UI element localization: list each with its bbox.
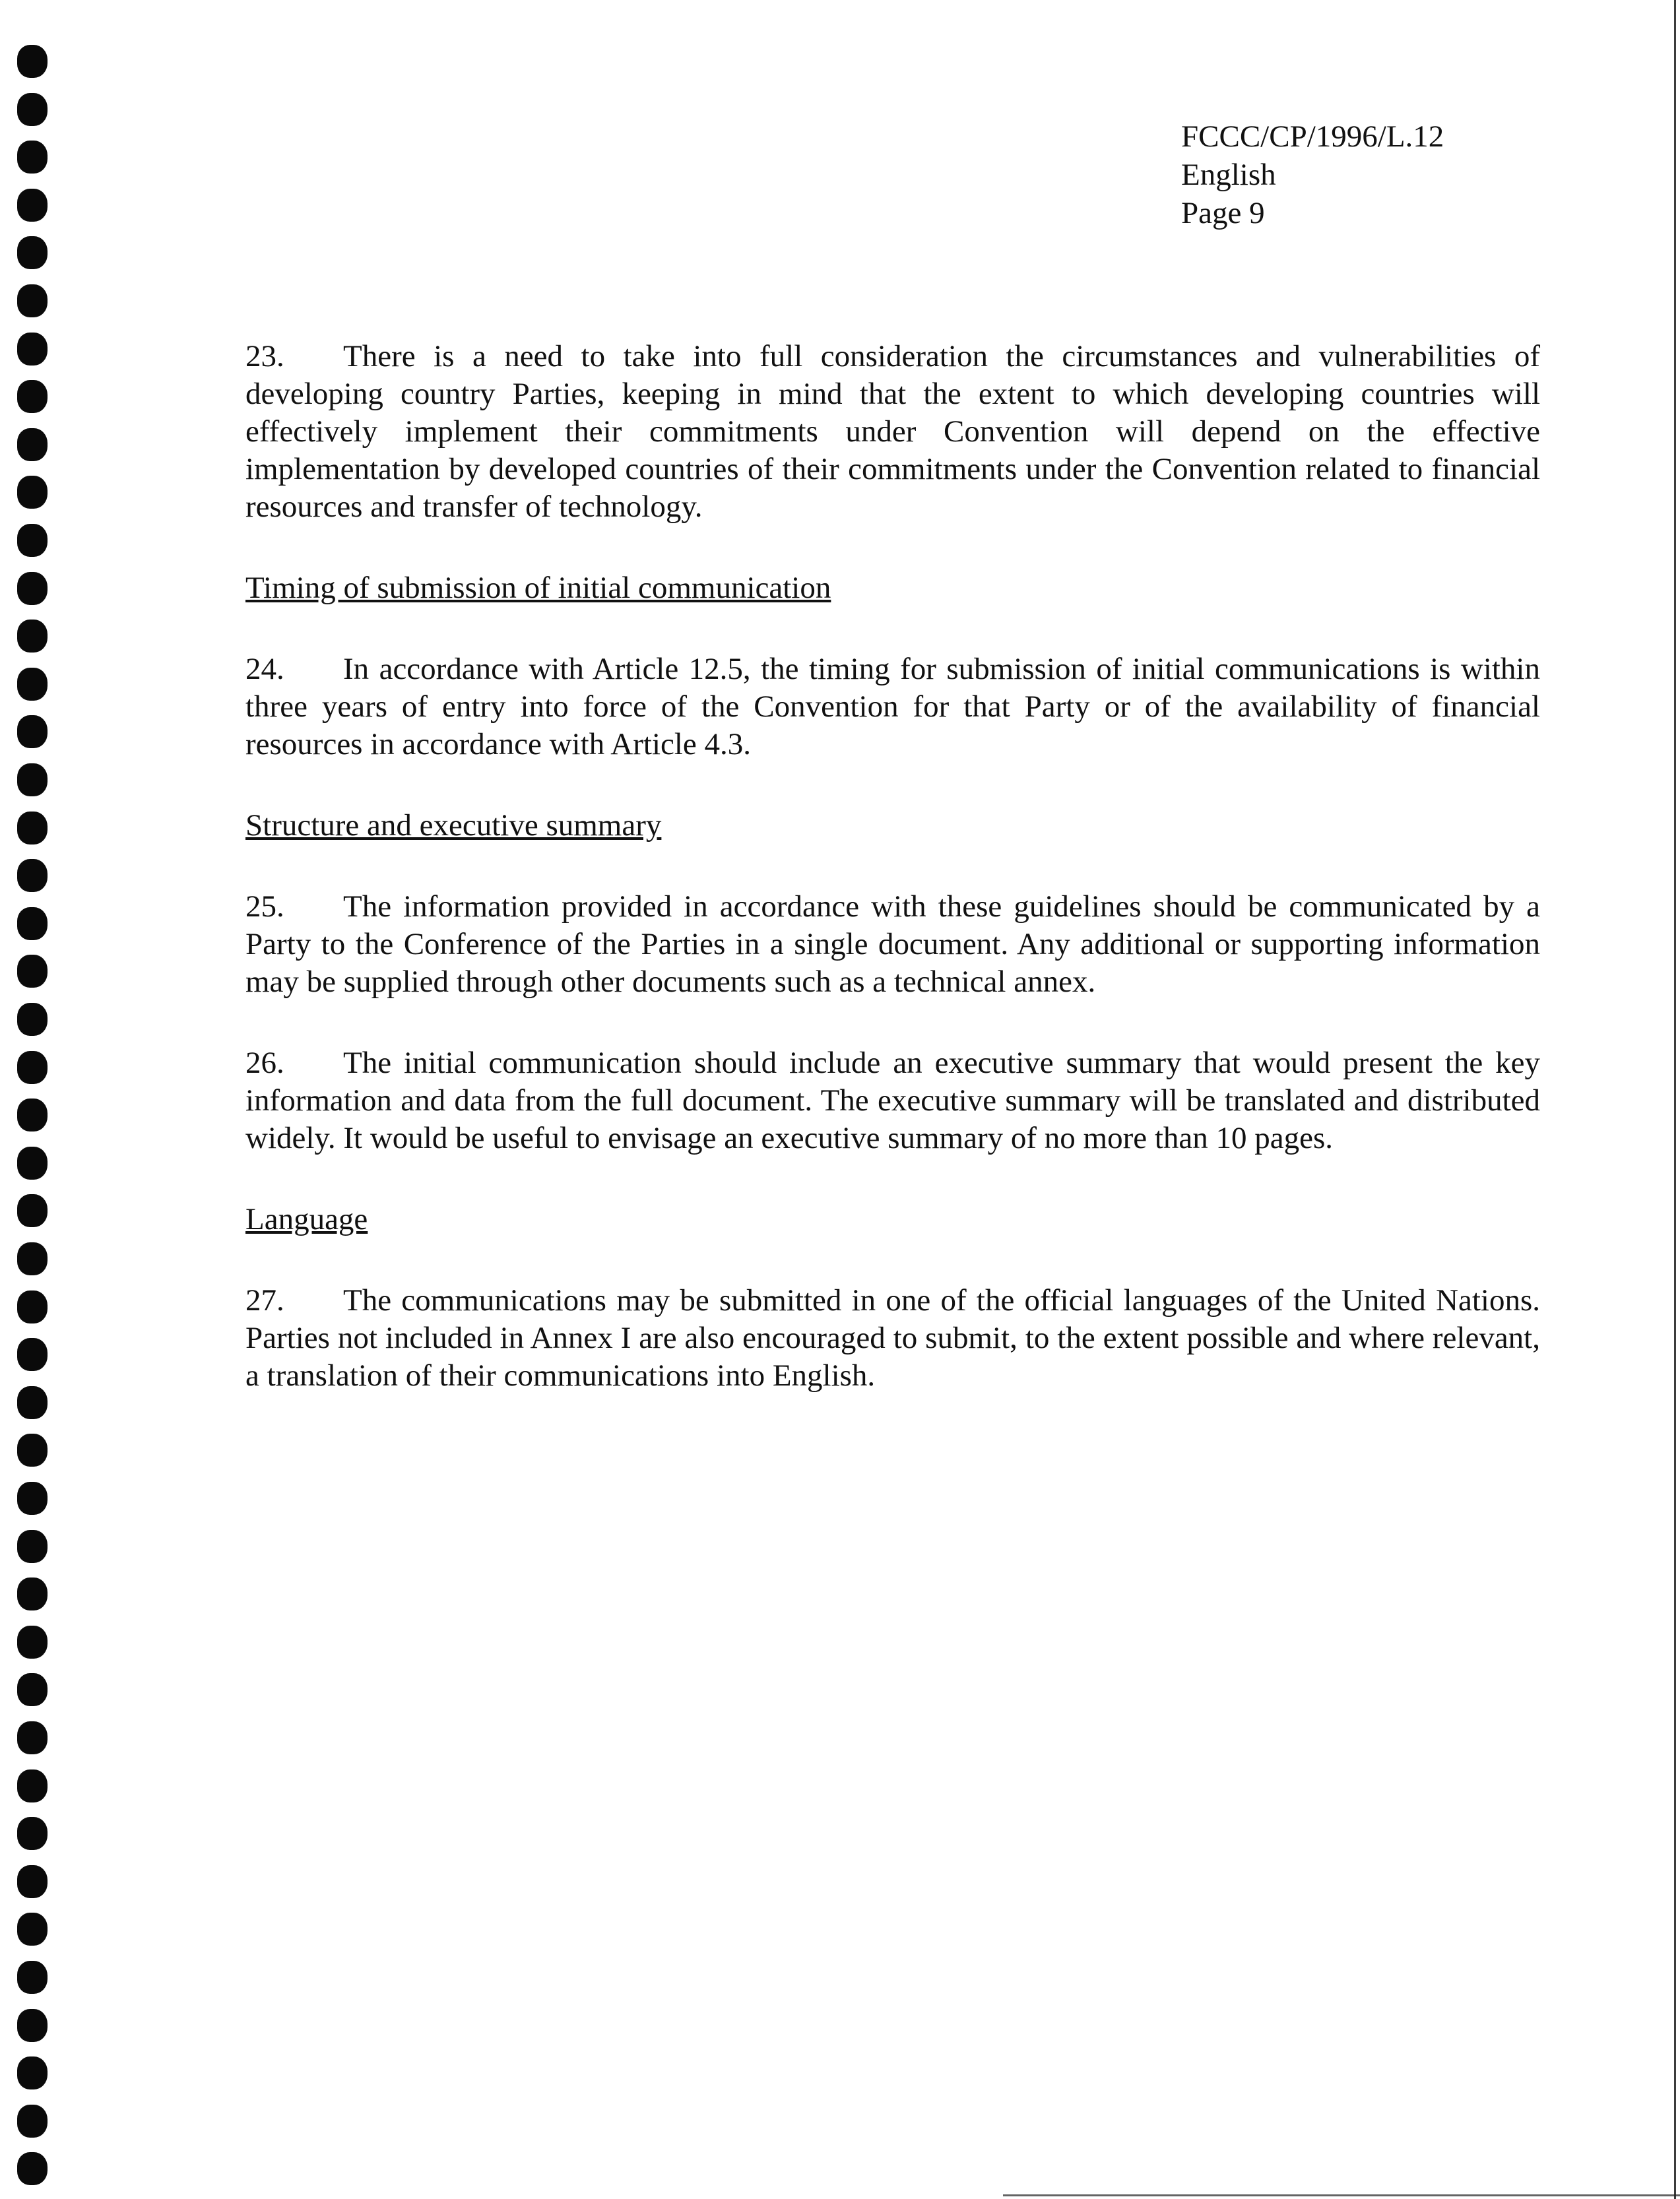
binding-hole xyxy=(17,1721,48,1754)
paragraph-number: 27. xyxy=(245,1283,284,1318)
binding-hole xyxy=(17,45,48,78)
paragraph-number: 26. xyxy=(245,1046,284,1080)
document-symbol: FCCC/CP/1996/L.12 xyxy=(1181,119,1444,154)
paragraph-number: 23. xyxy=(245,339,284,373)
binding-hole xyxy=(17,1817,48,1850)
binding-hole xyxy=(17,2009,48,2042)
binding-holes xyxy=(12,40,58,2197)
paragraph-text: The communications may be submitted in one of the official languages of the United Nations. Parties not included in Annex I are also encouraged to submit, to the extent possible and where relevant, a translation of their communications into English. xyxy=(245,1283,1540,1393)
binding-hole xyxy=(17,428,48,461)
binding-hole xyxy=(17,1482,48,1515)
binding-hole xyxy=(17,284,48,317)
binding-hole xyxy=(17,333,48,366)
binding-hole xyxy=(17,1673,48,1706)
section-heading-timing: Timing of submission of initial communication xyxy=(245,571,831,605)
paragraph-text: In accordance with Article 12.5, the timing for submission of initial communications is within three years of entry into force of the Convention for that Party or of the availability of financial resources in accordance with Article 4.3. xyxy=(245,652,1540,761)
binding-hole xyxy=(17,668,48,701)
binding-hole xyxy=(17,1194,48,1227)
binding-hole xyxy=(17,812,48,845)
binding-hole xyxy=(17,1865,48,1898)
binding-hole xyxy=(17,1291,48,1323)
binding-hole xyxy=(17,1386,48,1419)
binding-hole xyxy=(17,2152,48,2185)
paragraph-text: The initial communication should include an executive summary that would present the key information and data from the full document. The executive summary will be translated and distributed widely. It would be useful to envisage an executive summary of no more than 10 pages. xyxy=(245,1046,1540,1155)
binding-hole xyxy=(17,1961,48,1994)
section-heading-language: Language xyxy=(245,1202,368,1236)
paragraph-text: The information provided in accordance with these guidelines should be communicated by a Party to the Conference of the Parties in a single document. Any additional or supporting information may be supplied through other documents such as a technical annex. xyxy=(245,889,1540,999)
binding-hole xyxy=(17,955,48,988)
binding-hole xyxy=(17,141,48,174)
binding-hole xyxy=(17,1434,48,1467)
page-bottom-edge xyxy=(1003,2194,1680,2196)
paragraph-23 xyxy=(245,338,1540,526)
document-body xyxy=(245,338,1540,1438)
paragraph-number: 25. xyxy=(245,889,284,924)
binding-hole xyxy=(17,476,48,509)
binding-hole xyxy=(17,763,48,796)
binding-hole xyxy=(17,572,48,605)
binding-hole xyxy=(17,1003,48,1036)
binding-hole xyxy=(17,1913,48,1946)
paragraph-number: 24. xyxy=(245,652,284,686)
binding-hole xyxy=(17,189,48,222)
binding-hole xyxy=(17,907,48,940)
paragraph-text: There is a need to take into full consideration the circumstances and vulnerabilities of developing country Parties, keeping in mind that the extent to which developing countries will effectively implement their commitments under Convention will depend on the effective implementation by developed countries of their commitments under the Convention related to financial resources and transfer of technology. xyxy=(245,339,1540,524)
binding-hole xyxy=(17,859,48,892)
paragraph-26 xyxy=(245,1044,1540,1157)
binding-hole xyxy=(17,93,48,126)
binding-hole xyxy=(17,1769,48,1802)
document-language: English xyxy=(1181,158,1276,192)
binding-hole xyxy=(17,380,48,413)
binding-hole xyxy=(17,2105,48,2138)
binding-hole xyxy=(17,1530,48,1563)
binding-hole xyxy=(17,1242,48,1275)
binding-hole xyxy=(17,1099,48,1131)
binding-hole xyxy=(17,1626,48,1659)
binding-hole xyxy=(17,1147,48,1180)
paragraph-27 xyxy=(245,1282,1540,1395)
document-header xyxy=(1181,117,1444,232)
binding-hole xyxy=(17,1578,48,1610)
binding-hole xyxy=(17,236,48,269)
binding-hole xyxy=(17,620,48,653)
binding-hole xyxy=(17,524,48,557)
binding-hole xyxy=(17,2056,48,2089)
page-edge-shadow xyxy=(1674,0,1676,2199)
paragraph-25 xyxy=(245,888,1540,1001)
binding-hole xyxy=(17,1051,48,1084)
binding-hole xyxy=(17,1338,48,1371)
paragraph-24 xyxy=(245,651,1540,763)
binding-hole xyxy=(17,715,48,748)
section-heading-structure: Structure and executive summary xyxy=(245,808,662,843)
page-number: Page 9 xyxy=(1181,196,1265,230)
